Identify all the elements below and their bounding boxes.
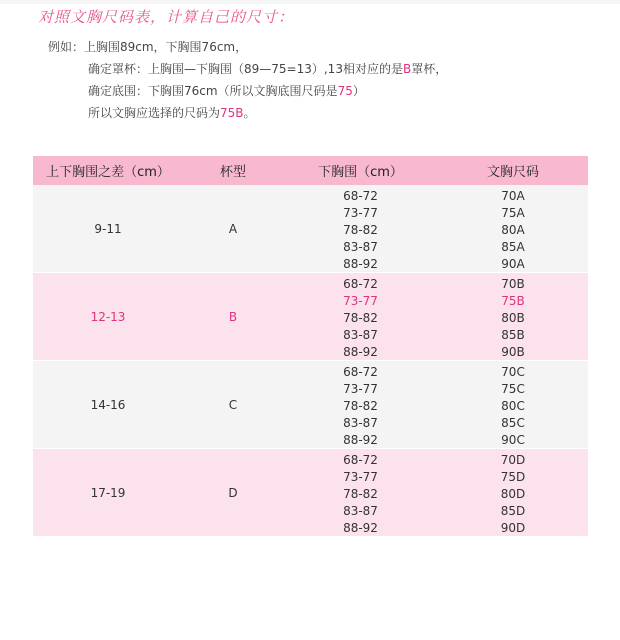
- cup-cell: C: [228, 397, 238, 412]
- size-list: [438, 361, 588, 448]
- size-value: 75D: [500, 470, 526, 484]
- size-value: 90B: [501, 345, 525, 359]
- underbust-value-highlight: 73-77: [343, 294, 378, 308]
- underbust-value: 88-92: [343, 257, 378, 271]
- header-diff: 上下胸围之差（cm）: [46, 165, 170, 180]
- header-cup: 杯型: [219, 165, 246, 180]
- size-list: [438, 273, 588, 360]
- underbust-value: 78-82: [343, 223, 378, 237]
- size-value-highlight: 75B: [501, 294, 525, 308]
- cup-cell: B: [228, 309, 238, 324]
- underbust-value: 83-87: [343, 416, 378, 430]
- cup-cell: A: [228, 221, 238, 236]
- size-value: 70B: [501, 277, 525, 291]
- example-line-3: 确定底围：下胸围76cm（所以文胸底围尺码是75）: [88, 84, 365, 98]
- underbust-list: [283, 273, 438, 360]
- underbust-list: [283, 185, 438, 272]
- table-group-d: [33, 449, 588, 536]
- underbust-value: 83-87: [343, 504, 378, 518]
- header-bra-size: 文胸尺码: [486, 165, 539, 180]
- size-value: 85C: [501, 416, 525, 430]
- size-value: 85D: [500, 504, 526, 518]
- underbust-value: 88-92: [343, 433, 378, 447]
- size-value: 75C: [501, 382, 525, 396]
- underbust-list: [283, 361, 438, 448]
- size-value: 70C: [501, 365, 525, 379]
- example-block: [48, 36, 447, 124]
- size-value: 70D: [500, 453, 526, 467]
- page-heading: 对照文胸尺码表，计算自己的尺寸：: [38, 8, 295, 26]
- underbust-list: [283, 449, 438, 536]
- underbust-value: 78-82: [343, 399, 378, 413]
- table-group-a: [33, 185, 588, 272]
- size-value: 70A: [501, 189, 525, 203]
- underbust-value: 68-72: [343, 365, 378, 379]
- highlight-size: 75B: [220, 106, 244, 120]
- diff-cell: 14-16: [90, 397, 126, 412]
- size-value: 80A: [501, 223, 525, 237]
- size-table: [33, 156, 588, 536]
- size-value: 90C: [501, 433, 525, 447]
- highlight-cup: B: [402, 62, 412, 76]
- underbust-value: 88-92: [343, 345, 378, 359]
- underbust-value: 73-77: [343, 206, 378, 220]
- underbust-value: 83-87: [343, 240, 378, 254]
- size-list: [438, 185, 588, 272]
- size-list: [438, 449, 588, 536]
- example-line-1: 例如：上胸围89cm，下胸围76cm，: [48, 40, 248, 54]
- underbust-value: 68-72: [343, 277, 378, 291]
- size-value: 90D: [500, 521, 526, 535]
- diff-cell: 17-19: [90, 485, 126, 500]
- size-value: 80C: [501, 399, 525, 413]
- example-line-2: 确定罩杯：上胸围—下胸围（89—75=13）,13相对应的是B罩杯，: [88, 62, 448, 76]
- top-divider: [0, 0, 620, 4]
- table-group-b: [33, 273, 588, 360]
- size-value: 80D: [500, 487, 526, 501]
- size-value: 85B: [501, 328, 525, 342]
- cup-cell: D: [228, 485, 238, 500]
- underbust-value: 68-72: [343, 453, 378, 467]
- table-header: [33, 156, 588, 185]
- size-value: 80B: [501, 311, 525, 325]
- underbust-value: 78-82: [343, 487, 378, 501]
- header-underbust: 下胸围（cm）: [318, 165, 403, 180]
- underbust-value: 73-77: [343, 470, 378, 484]
- underbust-value: 68-72: [343, 189, 378, 203]
- size-value: 90A: [501, 257, 525, 271]
- size-value: 85A: [501, 240, 525, 254]
- diff-cell: 9-11: [94, 221, 122, 236]
- underbust-value: 88-92: [343, 521, 378, 535]
- underbust-value: 73-77: [343, 382, 378, 396]
- example-line-4: 所以文胸应选择的尺码为75B。: [88, 106, 256, 120]
- highlight-band: 75: [337, 84, 353, 98]
- size-value: 75A: [501, 206, 525, 220]
- underbust-value: 78-82: [343, 311, 378, 325]
- table-group-c: [33, 361, 588, 448]
- diff-cell: 12-13: [90, 309, 126, 324]
- underbust-value: 83-87: [343, 328, 378, 342]
